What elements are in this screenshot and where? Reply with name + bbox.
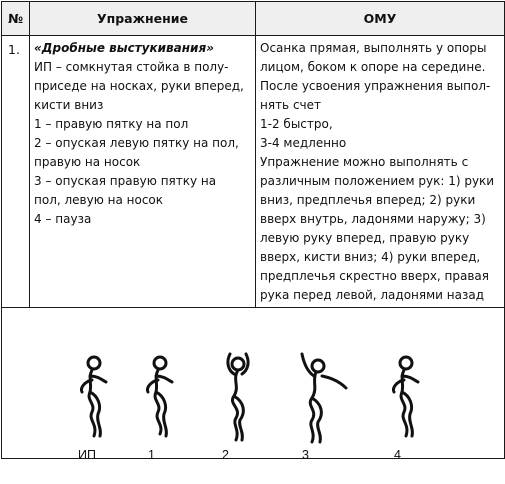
omu-line: Упражнение можно выполнять с <box>260 155 469 169</box>
figure-step-2 <box>216 352 260 444</box>
caption-3: 3 <box>302 448 309 462</box>
omu-line: Осанка прямая, выполнять у опоры <box>260 41 487 55</box>
exercise-line: ИП – сомкнутая стойка в полу- <box>34 60 229 74</box>
omu-line: лицом, боком к опоре на середине. <box>260 60 486 74</box>
figure-step-3 <box>288 352 350 444</box>
omu-line: левую руку вперед, правую руку <box>260 231 470 245</box>
omu-cell <box>256 36 505 308</box>
header-num: № <box>2 2 30 36</box>
exercise-line: пол, левую на носок <box>34 193 164 207</box>
exercise-line: 4 – пауза <box>34 212 92 226</box>
omu-line: рука перед левой, ладонями назад <box>260 288 484 302</box>
figure-step-1 <box>138 352 186 440</box>
figure-start-position <box>68 352 120 440</box>
header-omu: ОМУ <box>256 2 505 36</box>
header-exercise: Упражнение <box>30 2 256 36</box>
omu-line: После усвоения упражнения выпол- <box>260 79 491 93</box>
caption-4: 4 <box>394 448 401 462</box>
omu-line: 1-2 быстро, <box>260 117 333 131</box>
exercise-title: «Дробные выстукивания» <box>34 41 214 55</box>
figure-step-4 <box>380 352 428 440</box>
omu-line: вверх, кисти вниз; 4) руки вперед, <box>260 250 481 264</box>
exercise-line: правую на носок <box>34 155 141 169</box>
table-row <box>2 36 505 308</box>
omu-line: нять счет <box>260 98 322 112</box>
row-number: 1. <box>2 36 30 308</box>
caption-start: ИП <box>78 448 96 462</box>
header-row <box>2 2 505 36</box>
exercise-cell <box>30 36 256 308</box>
omu-line: предплечья скрестно вверх, правая <box>260 269 490 283</box>
exercise-line: приседе на носках, руки вперед, <box>34 79 244 93</box>
omu-line: вверх внутрь, ладонями наружу; 3) <box>260 212 486 226</box>
exercise-line: 2 – опуская левую пятку на пол, <box>34 136 239 150</box>
omu-line: различным положением рук: 1) руки <box>260 174 495 188</box>
omu-line: вниз, предплечья вперед; 2) руки <box>260 193 476 207</box>
caption-2: 2 <box>222 448 229 462</box>
caption-1: 1 <box>148 448 155 462</box>
exercise-line: кисти вниз <box>34 98 104 112</box>
exercise-line: 1 – правую пятку на пол <box>34 117 189 131</box>
exercise-line: 3 – опуская правую пятку на <box>34 174 217 188</box>
omu-line: 3-4 медленно <box>260 136 347 150</box>
